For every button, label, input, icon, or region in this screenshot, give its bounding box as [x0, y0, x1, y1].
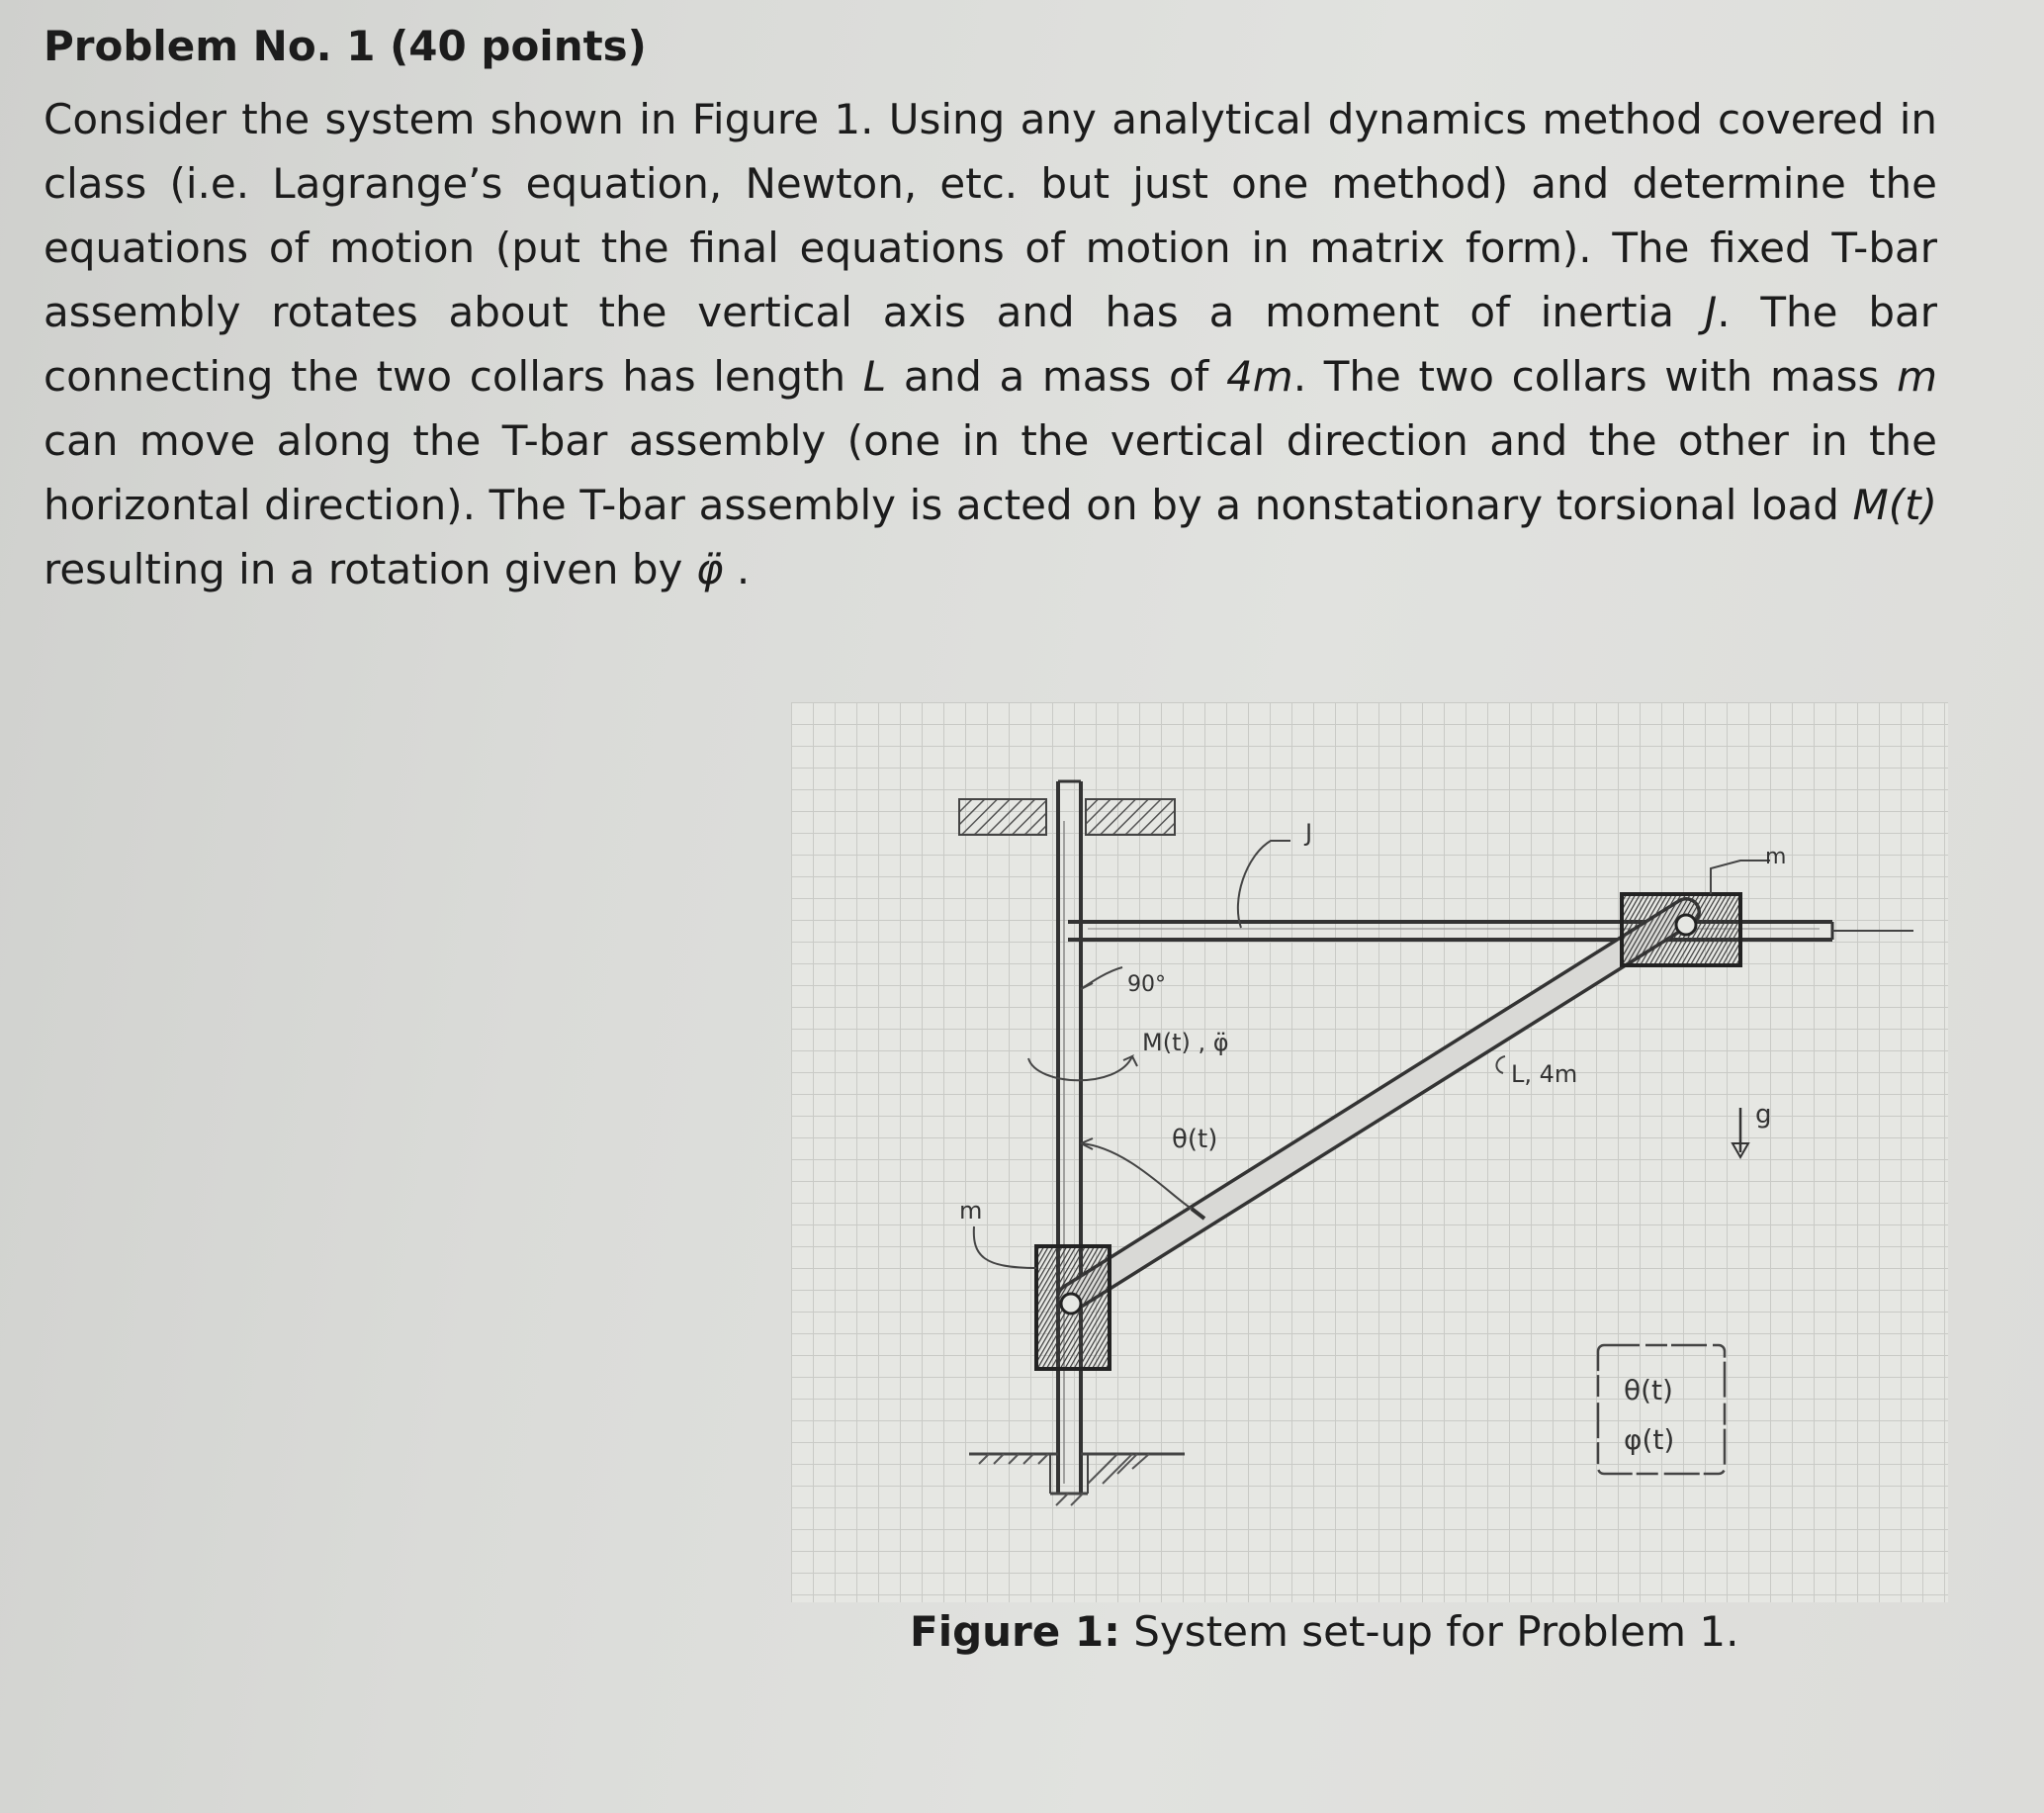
problem-paragraph: Consider the system shown in Figure 1. Using any analytical dynamics method covered in class (i.e. Lagrange’s equation, Newton, etc. but just one method) and determine the equations of motion (put the final equations of motion in matrix form). The fixed T-bar assembly rotates about the vertical axis and has a moment of inertia J. The bar connecting the two collars has length L and a mass of 4m. The two collars with mass m can move along the T-bar assembly (one in the vertical direction and the other in the horizontal direction). The T-bar assembly is acted on by a nonstationary torsional load M(t) resulting in a rotation given by φ̈ .: [44, 95, 1938, 593]
label-theta: θ(t): [1172, 1125, 1218, 1154]
label-torque: M(t) , φ̈: [1142, 1029, 1229, 1056]
figure-drawing: [791, 702, 1948, 1602]
top-collar: [1622, 894, 1740, 965]
label-g: g: [1755, 1100, 1772, 1130]
label-m-left: m: [959, 1197, 983, 1224]
vertical-shaft: [1058, 781, 1081, 1494]
label-m-top: m: [1765, 845, 1787, 869]
var-m: m: [1897, 352, 1938, 401]
figure-1: [791, 702, 1948, 1602]
gravity-arrow: [1733, 1108, 1748, 1157]
ground-support: [969, 1454, 1185, 1505]
box-label-phi: φ(t): [1624, 1423, 1675, 1456]
label-bar: L, 4m: [1511, 1060, 1578, 1088]
m-left-leader: [974, 1226, 1036, 1268]
label-90-degrees: 90°: [1127, 972, 1166, 997]
ceiling-support: [959, 799, 1175, 835]
problem-title: Problem No. 1 (40 points): [44, 22, 647, 70]
var-J: J: [1704, 288, 1718, 336]
var-phi-ddot: φ̈: [695, 545, 724, 593]
box-label-theta: θ(t): [1624, 1374, 1673, 1406]
var-4m: 4m: [1226, 352, 1293, 401]
problem-statement: [44, 87, 1937, 601]
caption-text: System set-up for Problem 1.: [1119, 1607, 1739, 1656]
bottom-collar: [1036, 1246, 1110, 1369]
figure-caption: [910, 1607, 1738, 1656]
horizontal-arm: [1068, 922, 1879, 940]
caption-label: Figure 1:: [910, 1607, 1120, 1656]
var-L: L: [862, 352, 887, 401]
bar-leader: [1496, 1056, 1505, 1073]
connecting-bar: [1071, 912, 1686, 1298]
m-top-leader: [1711, 861, 1770, 894]
label-J: J: [1305, 819, 1313, 847]
J-leader: [1238, 841, 1290, 928]
var-Mt: M(t): [1852, 481, 1937, 529]
